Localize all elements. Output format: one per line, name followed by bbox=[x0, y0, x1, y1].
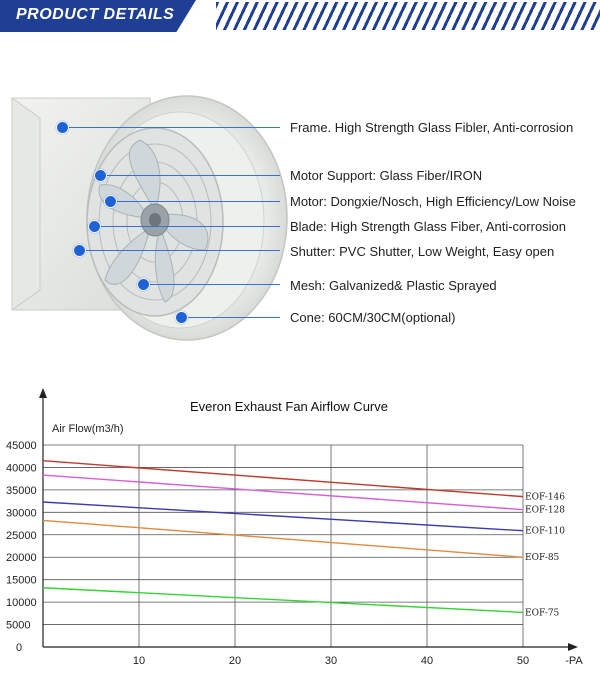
header-stripes bbox=[216, 2, 600, 30]
series-label-eof-110: EOF-110 bbox=[525, 526, 566, 537]
x-axis-arrow bbox=[568, 643, 578, 651]
callout-dot-mesh bbox=[137, 278, 150, 291]
product-section bbox=[0, 70, 600, 370]
y-tick-label: 20000 bbox=[6, 552, 37, 565]
y-tick-label: 30000 bbox=[6, 507, 37, 520]
callout-dot-shutter bbox=[73, 244, 86, 257]
callout-line-motor-support bbox=[100, 175, 280, 176]
series-label-eof-146: EOF-146 bbox=[525, 492, 566, 503]
callout-dot-motor bbox=[104, 195, 117, 208]
feature-label-blade: Blade: High Strength Glass Fiber, Anti-corrosion bbox=[290, 219, 567, 234]
callout-line-blade bbox=[94, 226, 280, 227]
series-line-eof-146 bbox=[43, 461, 523, 497]
callout-line-motor bbox=[110, 201, 280, 202]
airflow-chart bbox=[0, 380, 600, 673]
feature-label-motor-support: Motor Support: Glass Fiber/IRON bbox=[290, 168, 483, 183]
callout-line-frame bbox=[62, 127, 280, 128]
y-tick-label: 10000 bbox=[6, 597, 37, 610]
feature-label-cone: Cone: 60CM/30CM(optional) bbox=[290, 310, 456, 325]
chart-y-axis-label: Air Flow(m3/h) bbox=[52, 423, 124, 435]
x-tick-label: 50 bbox=[516, 655, 530, 667]
header-title: PRODUCT DETAILS bbox=[16, 6, 175, 23]
fan-illustration bbox=[0, 70, 300, 370]
series-label-eof-128: EOF-128 bbox=[525, 505, 566, 516]
y-tick-label: 5000 bbox=[6, 619, 31, 632]
feature-label-mesh: Mesh: Galvanized& Plastic Sprayed bbox=[290, 278, 497, 293]
y-tick-label: 45000 bbox=[6, 440, 37, 452]
y-tick-label: 25000 bbox=[6, 529, 37, 542]
series-label-eof-85: EOF-85 bbox=[525, 553, 560, 564]
series-label-eof-75: EOF-75 bbox=[525, 608, 560, 619]
callout-dot-cone bbox=[175, 311, 188, 324]
x-tick-label: 40 bbox=[420, 655, 434, 667]
callout-dot-motor-support bbox=[94, 169, 107, 182]
callout-line-cone bbox=[181, 317, 280, 318]
chart-title: Everon Exhaust Fan Airflow Curve bbox=[190, 399, 388, 414]
series-line-eof-75 bbox=[43, 588, 523, 613]
section-header bbox=[0, 0, 600, 32]
y-tick-label: 35000 bbox=[6, 484, 37, 497]
callout-dot-blade bbox=[88, 220, 101, 233]
x-tick-label: 20 bbox=[228, 655, 242, 667]
x-axis-label: -PA bbox=[565, 655, 583, 667]
x-tick-label: 10 bbox=[132, 655, 146, 667]
y-tick-label: 0 bbox=[16, 642, 23, 654]
feature-label-frame: Frame. High Strength Glass Fibler, Anti-corrosion bbox=[290, 120, 574, 135]
feature-label-motor: Motor: Dongxie/Nosch, High Efficiency/Low Noise bbox=[290, 194, 576, 209]
y-axis-arrow bbox=[39, 388, 47, 398]
y-tick-label: 40000 bbox=[6, 462, 37, 475]
callout-line-mesh bbox=[143, 284, 280, 285]
y-tick-label: 15000 bbox=[6, 574, 37, 587]
series-line-eof-128 bbox=[43, 475, 523, 510]
feature-label-shutter: Shutter: PVC Shutter, Low Weight, Easy open bbox=[290, 244, 555, 259]
x-tick-label: 30 bbox=[324, 655, 338, 667]
callout-line-shutter bbox=[79, 250, 280, 251]
callout-dot-frame bbox=[56, 121, 69, 134]
